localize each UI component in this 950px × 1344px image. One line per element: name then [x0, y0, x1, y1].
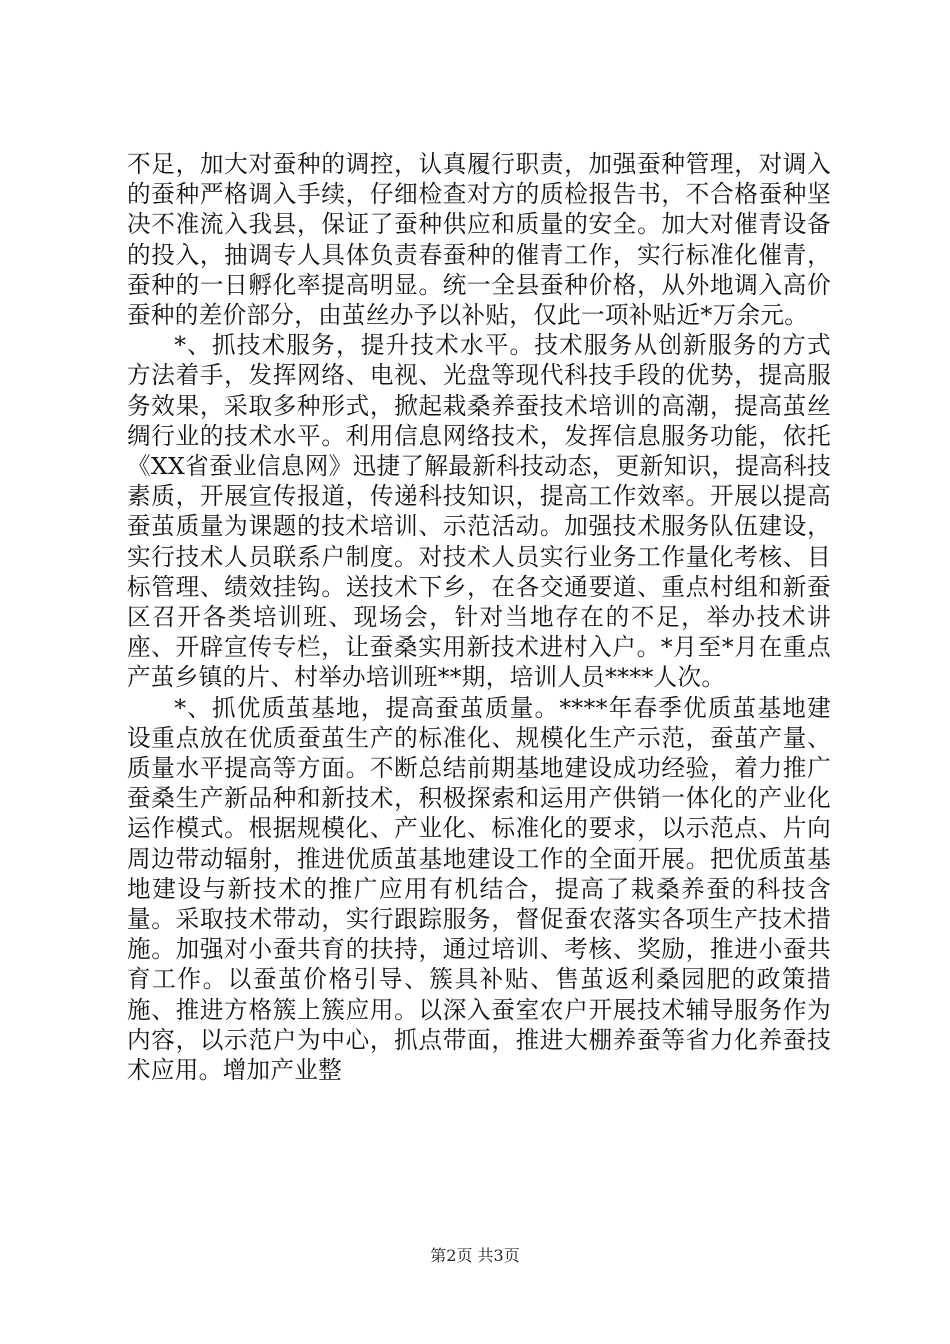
paragraph-technical-service: *、抓技术服务，提升技术水平。技术服务从创新服务的方式方法着手，发挥网络、电视、光盘等现代科技手段的优势，提高服务效果，采取多种形式，掀起栽桑养蚕技术培训的高潮，提高茧丝绸行业的技术水平。利用信息网络技术，发挥信息服务功能，依托《XX省蚕业信息网》迅捷了解最新科技动态，更新知识，提高科技素质，开展宣传报道，传递科技知识，提高工作效率。开展以提高蚕茧质量为课题的技术培训、示范活动。加强技术服务队伍建设，实行技术人员联系户制度。对技术人员实行业务工作量化考核、目标管理、绩效挂钩。送技术下乡，在各交通要道、重点村组和新蚕区召开各类培训班、现场会，针对当地存在的不足，举办技术讲座、开辟宣传专栏，让蚕桑实用新技术进村入户。*月至*月在重点产茧乡镇的片、村举办培训班**期，培训人员****人次。	[127, 331, 831, 692]
paragraph-silkworm-egg-supply: 不足，加大对蚕种的调控，认真履行职责，加强蚕种管理，对调入的蚕种严格调入手续，仔细检查对方的质检报告书，不合格蚕种坚决不准流入我县，保证了蚕种供应和质量的安全。加大对催青设备的投入，抽调专人具体负责春蚕种的催青工作，实行标准化催青，蚕种的一日孵化率提高明显。统一全县蚕种价格，从外地调入高价蚕种的差价部分，由茧丝办予以补贴，仅此一项补贴近*万余元。	[127, 150, 831, 330]
page-number-footer: 第2页 共3页	[430, 1246, 520, 1265]
paragraph-quality-cocoon-base: *、抓优质茧基地，提高蚕茧质量。****年春季优质茧基地建设重点放在优质蚕茧生产的标准化、规模化生产示范，蚕茧产量、质量水平提高等方面。不断总结前期基地建设成功经验，着力推广蚕桑生产新品种和新技术，积极探索和运用产供销一体化的产业化运作模式。根据规模化、产业化、标准化的要求，以示范点、片向周边带动辐射，推进优质茧基地建设工作的全面开展。把优质茧基地建设与新技术的推广应用有机结合，提高了栽桑养蚕的科技含量。采取技术带动，实行跟踪服务，督促蚕农落实各项生产技术措施。加强对小蚕共育的扶持，通过培训、考核、奖励，推进小蚕共育工作。以蚕茧价格引导、簇具补贴、售茧返利桑园肥的政策措施、推进方格簇上簇应用。以深入蚕室农户开展技术辅导服务作为内容，以示范户为中心，抓点带面，推进大棚养蚕等省力化养蚕技术应用。增加产业整	[127, 693, 831, 1085]
document-body	[127, 149, 831, 1085]
